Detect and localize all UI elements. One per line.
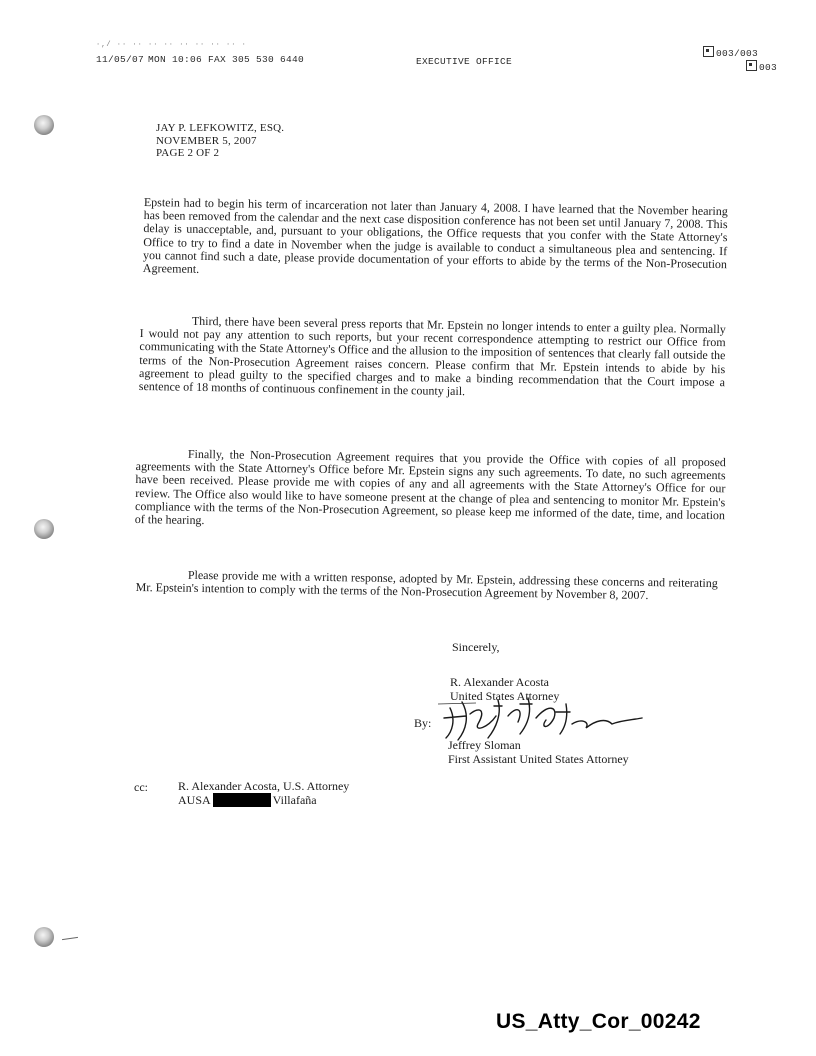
redaction-block bbox=[213, 793, 271, 807]
punch-hole-bottom bbox=[34, 927, 54, 947]
cc-line-1: R. Alexander Acosta, U.S. Attorney bbox=[178, 779, 350, 793]
fax-page-icon-2 bbox=[746, 60, 757, 71]
fax-faint-line: ·,/ ·· ·· ·· ·· ·· ·· ·· ·· · bbox=[96, 41, 247, 49]
cc-line-2: AUSA Villafaña bbox=[178, 793, 317, 807]
fax-page-icon bbox=[703, 46, 714, 57]
signer-title: First Assistant United States Attorney bbox=[448, 752, 629, 766]
us-attorney-title: United States Attorney bbox=[450, 689, 560, 703]
fax-date: 11/05/07 bbox=[96, 54, 145, 65]
scan-mark bbox=[62, 937, 78, 940]
fax-page-bottom: 003 bbox=[746, 60, 777, 73]
recipient-name: JAY P. LEFKOWITZ, ESQ. bbox=[156, 122, 285, 134]
paragraph-2: Third, there have been several press reports that Mr. Epstein no longer intends to enter a guilty plea. Normally I would not pay any attention to such reports, but your recent correspondence attempting to restrict our Office from communicating with the State Attorney's Office and the allusion to the imposition of sentences that clearly fall outside the terms of the Non-Prosecution Agreement raises concern. Please confirm that Mr. Epstein intends to abide by his agreement to plead guilty to the specified charges and to make a binding recommendation that the Court impose a sentence of 18 months of continuous confinement in the county jail. bbox=[138, 313, 726, 399]
letter-header bbox=[156, 122, 284, 160]
fax-time-number: MON 10:06 FAX 305 530 6440 bbox=[148, 54, 305, 65]
us-attorney-name: R. Alexander Acosta bbox=[450, 675, 549, 689]
signer-name: Jeffrey Sloman bbox=[448, 738, 521, 752]
punch-hole-middle bbox=[34, 519, 54, 539]
salutation: Sincerely, bbox=[452, 640, 500, 654]
letter-date: NOVEMBER 5, 2007 bbox=[156, 134, 257, 147]
paragraph-1: Epstein had to begin his term of incarceration not later than January 4, 2008. I have learned that the November hearing has been removed from the calendar and the next case disposition conference has not been set until January 7, 2008. This delay is unacceptable, and, pursuant to your obligations, the Office requests that you confer with the State Attorney's Office to try to find a date in November when the judge is available to conduct a simultaneous plea and sentencing. If you cannot find such a date, please provide documentation of your efforts to abide by the terms of the Non-Prosecution Agreement. bbox=[142, 195, 728, 276]
page-indicator: PAGE 2 OF 2 bbox=[156, 147, 220, 159]
bates-number: US_Atty_Cor_00242 bbox=[496, 1010, 701, 1033]
paragraph-4: Please provide me with a written response, adopted by Mr. Epstein, addressing these concerns and reiterating Mr. Epstein's intention to comply with the terms of the Non-Prosecution Agreement by November 8, 2007. bbox=[135, 567, 718, 603]
punch-hole-top bbox=[34, 115, 54, 135]
signature bbox=[436, 694, 682, 742]
fax-page-top: 003/003 bbox=[703, 46, 758, 59]
cc-label: cc: bbox=[134, 780, 148, 794]
fax-office: EXECUTIVE OFFICE bbox=[416, 56, 513, 67]
by-label: By: bbox=[414, 716, 432, 730]
paragraph-3: Finally, the Non-Prosecution Agreement requires that you provide the Office with copies of all proposed agreements with the State Attorney's Office before Mr. Epstein signs any such agreements. To date, no such agreements have been received. Please provide me with copies of any and all agreements with the State Attorney's Office for our review. The Office also would like to have someone present at the change of plea and sentencing to monitor Mr. Epstein's compliance with the terms of the Non-Prosecution Agreement, so please keep me informed of the date, time, and location of the hearing. bbox=[134, 446, 726, 528]
